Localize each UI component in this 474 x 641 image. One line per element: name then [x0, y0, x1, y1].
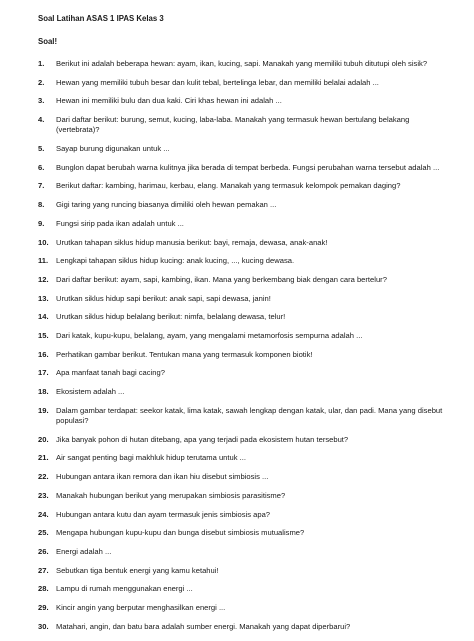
question-number: 7. [38, 181, 45, 191]
question-item [38, 256, 448, 266]
question-text: Sayap burung digunakan untuk ... [56, 144, 170, 154]
question-item [38, 368, 448, 378]
question-text: Jika banyak pohon di hutan ditebang, apa yang terjadi pada ekosistem hutan tersebut? [56, 434, 349, 444]
question-number: 4. [38, 115, 45, 125]
question-item [38, 294, 448, 304]
question-item [38, 144, 448, 154]
question-number: 26. [38, 546, 49, 556]
question-item [38, 472, 448, 482]
question-number: 13. [38, 293, 49, 303]
question-item [38, 78, 448, 88]
question-item [38, 115, 448, 135]
question-text: Energi adalah ... [56, 546, 112, 556]
question-number: 16. [38, 349, 49, 359]
question-number: 12. [38, 274, 49, 284]
question-number: 1. [38, 59, 45, 68]
question-number: 14. [38, 312, 49, 322]
question-text: Dalam gambar terdapat: seekor katak, lima katak, sawah lengkap dengan katak, ular, dan padi. Mana yang disebut populasi? [56, 405, 443, 426]
question-list [38, 59, 448, 641]
question-item [38, 219, 448, 229]
question-text: Ekosistem adalah ... [56, 387, 125, 397]
question-text: Lampu di rumah menggunakan energi ... [56, 584, 193, 594]
question-text: Dari daftar berikut: ayam, sapi, kambing, ikan. Mana yang berkembang biak dengan cara bertelur? [56, 274, 387, 284]
question-text: Gigi taring yang runcing biasanya dimiliki oleh hewan pemakan ... [56, 200, 277, 210]
question-item [38, 312, 448, 322]
question-item [38, 584, 448, 594]
question-item [38, 453, 448, 463]
question-text: Perhatikan gambar berikut. Tentukan mana yang termasuk komponen biotik! [56, 349, 313, 359]
question-item [38, 59, 448, 69]
question-number: 24. [38, 509, 49, 519]
question-text: Urutkan siklus hidup sapi berikut: anak sapi, sapi dewasa, janin! [56, 293, 271, 303]
question-number: 6. [38, 162, 45, 172]
question-number: 9. [38, 218, 45, 228]
question-item [38, 96, 448, 106]
question-text: Matahari, angin, dan batu bara adalah sumber energi. Manakah yang dapat diperbarui? [56, 621, 351, 631]
question-item [38, 491, 448, 501]
question-item [38, 238, 448, 248]
question-number: 28. [38, 584, 49, 594]
question-item [38, 181, 448, 191]
question-number: 29. [38, 603, 49, 613]
question-text: Bunglon dapat berubah warna kulitnya jika berada di tempat berbeda. Fungsi perubahan warna tersebut adalah ... [56, 162, 440, 172]
question-number: 10. [38, 237, 49, 247]
question-text: Hewan yang memiliki tubuh besar dan kulit tebal, bertelinga lebar, dan memiliki belalai adalah ... [56, 77, 379, 87]
question-item [38, 275, 448, 285]
question-number: 20. [38, 434, 49, 444]
question-number: 17. [38, 368, 49, 378]
question-text: Air sangat penting bagi makhluk hidup terutama untuk ... [56, 453, 246, 463]
question-text: Dari katak, kupu-kupu, belalang, ayam, yang mengalami metamorfosis sempurna adalah ... [56, 331, 363, 341]
question-text: Sebutkan tiga bentuk energi yang kamu ketahui! [56, 565, 219, 575]
question-item [38, 387, 448, 397]
question-text: Lengkapi tahapan siklus hidup kucing: anak kucing, ..., kucing dewasa. [56, 256, 295, 266]
question-number: 11. [38, 256, 49, 266]
question-item [38, 566, 448, 576]
question-number: 5. [38, 144, 45, 154]
question-item [38, 510, 448, 520]
question-text: Urutkan siklus hidup belalang berikut: nimfa, belalang dewasa, telur! [56, 312, 286, 322]
question-item [38, 350, 448, 360]
question-number: 23. [38, 490, 49, 500]
question-item [38, 435, 448, 445]
question-number: 8. [38, 200, 45, 210]
question-number: 22. [38, 472, 49, 482]
question-number: 18. [38, 387, 49, 397]
question-item [38, 603, 448, 613]
question-item [38, 163, 448, 173]
question-text: Urutkan tahapan siklus hidup manusia berikut: bayi, remaja, dewasa, anak-anak! [56, 237, 328, 247]
question-number: 25. [38, 528, 49, 538]
section-heading: Soal! [38, 37, 58, 46]
question-number: 21. [38, 453, 49, 463]
question-item [38, 528, 448, 538]
question-text: Manakah hubungan berikut yang merupakan simbiosis parasitisme? [56, 490, 286, 500]
question-text: Dari daftar berikut: burung, semut, kucing, laba-laba. Manakah yang termasuk hewan bertulang belakang (vertebrata)? [56, 115, 410, 135]
question-text: Hubungan antara ikan remora dan ikan hiu disebut simbiosis ... [56, 472, 269, 482]
question-number: 15. [38, 331, 49, 341]
question-item [38, 406, 448, 426]
question-number: 2. [38, 77, 45, 87]
question-text: Fungsi sirip pada ikan adalah untuk ... [56, 218, 184, 228]
question-text: Mengapa hubungan kupu-kupu dan bunga disebut simbiosis mutualisme? [56, 528, 305, 538]
question-number: 27. [38, 565, 49, 575]
question-item [38, 200, 448, 210]
question-text: Hewan ini memiliki bulu dan dua kaki. Ciri khas hewan ini adalah ... [56, 96, 282, 106]
question-text: Apa manfaat tanah bagi cacing? [56, 368, 165, 378]
question-number: 19. [38, 405, 49, 415]
question-item [38, 331, 448, 341]
question-text: Hubungan antara kutu dan ayam termasuk jenis simbiosis apa? [56, 509, 271, 519]
question-text: Berikut ini adalah beberapa hewan: ayam, ikan, kucing, sapi. Manakah yang memiliki tubuh ditutupi oleh sisik? [56, 59, 428, 68]
question-number: 3. [38, 96, 45, 106]
document-title: Soal Latihan ASAS 1 IPAS Kelas 3 [38, 14, 164, 23]
question-item [38, 547, 448, 557]
question-number: 30. [38, 621, 49, 631]
question-text: Berikut daftar: kambing, harimau, kerbau, elang. Manakah yang termasuk kelompok pemakan daging? [56, 181, 401, 191]
question-item [38, 622, 448, 632]
question-text: Kincir angin yang berputar menghasilkan energi ... [56, 603, 226, 613]
